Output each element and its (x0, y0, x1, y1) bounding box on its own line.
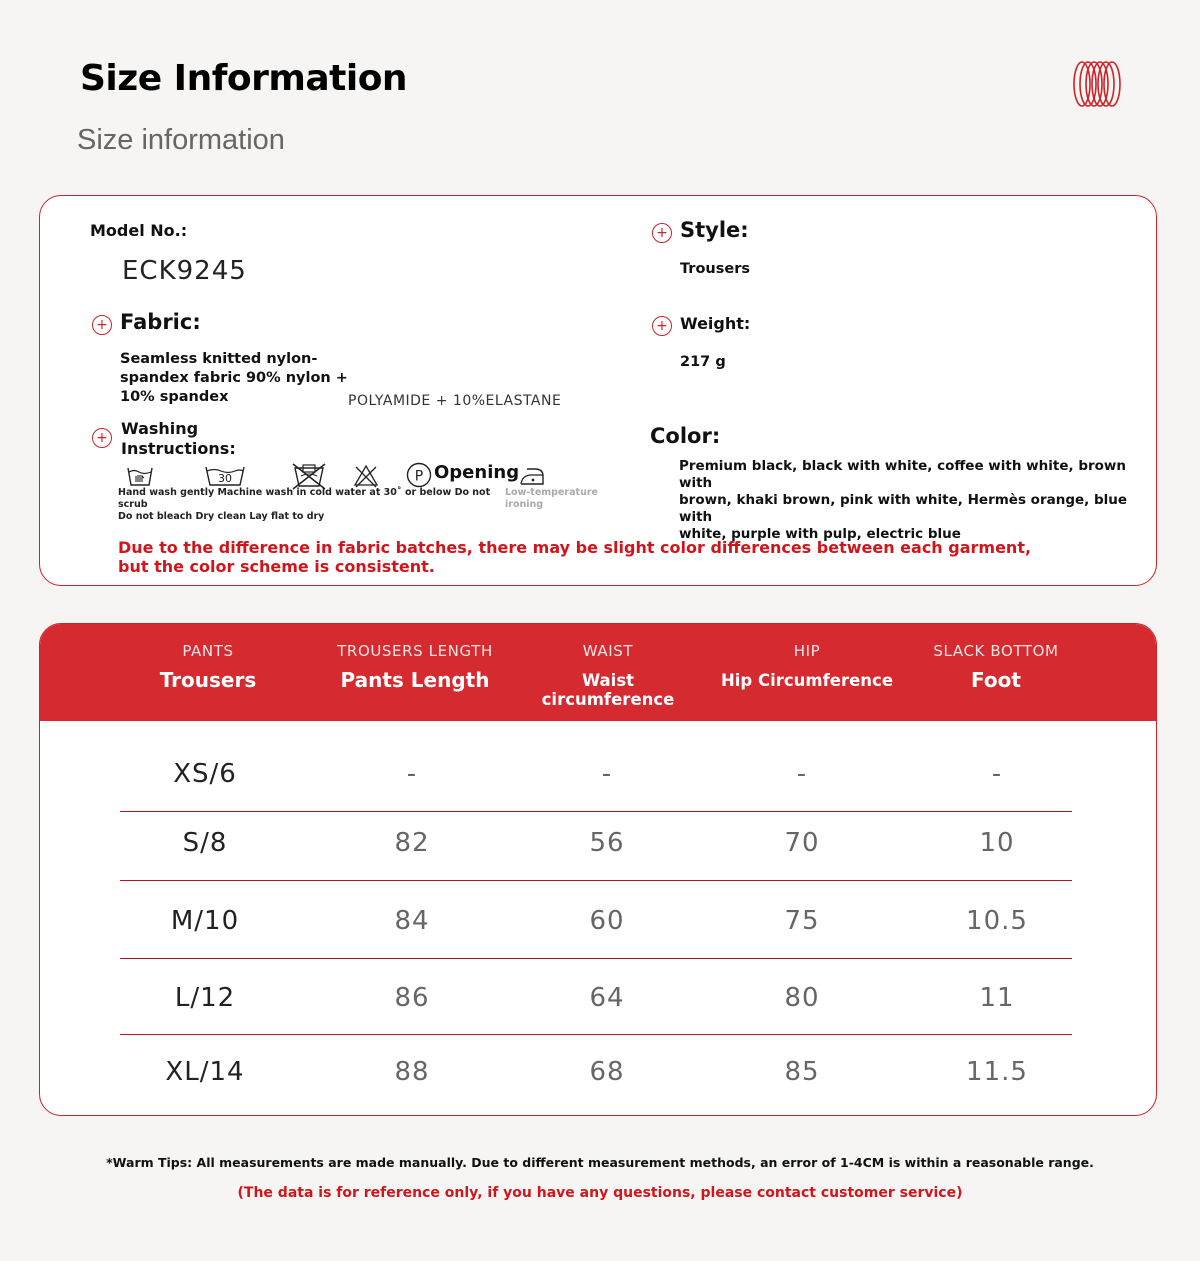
hip-cell: 75 (784, 905, 820, 936)
size-cell: XL/14 (165, 1057, 245, 1087)
length-cell: - (406, 759, 418, 789)
size-table (39, 623, 1157, 1116)
plus-icon: + (92, 315, 112, 335)
length-cell: 84 (394, 905, 430, 936)
table-row (120, 736, 1072, 812)
foot-cell: 11.5 (966, 1057, 1028, 1087)
red-coil-logo-icon (1070, 58, 1122, 110)
washing-label: Washing Instructions: (121, 419, 236, 458)
foot-cell: 10.5 (966, 905, 1028, 936)
hip-cell: 70 (784, 828, 820, 858)
plus-icon: + (652, 316, 672, 336)
reference-disclaimer: (The data is for reference only, if you have any questions, please contact customer service) (237, 1185, 963, 1201)
waist-cell: - (601, 759, 613, 789)
product-info-card (39, 195, 1157, 586)
p-symbol: P (414, 468, 424, 485)
weight-value: 217 g (680, 354, 726, 370)
color-value: Premium black, black with white, coffee with white, brown with brown, khaki brown, pink with white, Hermès orange, blue with white, purple with pulp, electric blue (679, 458, 1128, 542)
color-label: Color: (650, 424, 721, 448)
length-cell: 82 (394, 828, 430, 858)
row-divider (120, 958, 1072, 959)
opening-label: Opening (434, 462, 520, 483)
page-subtitle: Size information (77, 124, 285, 156)
foot-cell: - (991, 759, 1003, 789)
machine-wash-30-icon (204, 464, 246, 488)
column-header-foot: SLACK BOTTOM Foot (933, 642, 1059, 692)
page-title: Size Information (80, 58, 408, 99)
column-header-hip: HIP Hip Circumference (720, 642, 894, 690)
model-label: Model No.: (90, 221, 188, 240)
foot-cell: 10 (979, 828, 1015, 858)
fabric-value: Seamless knitted nylon- spandex fabric 90% nylon + 10% spandex (120, 351, 348, 405)
size-cell: M/10 (170, 905, 240, 936)
waist-cell: 68 (589, 1057, 625, 1087)
hip-cell: - (796, 759, 808, 789)
no-dry-clean-icon (291, 462, 327, 490)
table-header (40, 624, 1156, 721)
weight-label: Weight: (680, 314, 751, 333)
color-difference-notice: Due to the difference in fabric batches, there may be slight color differences between each garment, but the color scheme is consistent. (118, 538, 1032, 576)
length-cell: 88 (394, 1057, 430, 1087)
table-row (120, 960, 1072, 1035)
column-header-waist: WAIST Waist circumference (541, 642, 675, 709)
size-cell: L/12 (174, 982, 236, 1013)
hip-cell: 80 (784, 982, 820, 1013)
length-cell: 86 (394, 982, 430, 1013)
style-label: Style: (680, 218, 749, 242)
warm-tip: *Warm Tips: All measurements are made manually. Due to different measurement methods, an error of 1-4CM is within a reasonable range. (106, 1155, 1094, 1170)
style-value: Trousers (680, 261, 750, 277)
waist-cell: 60 (589, 905, 625, 936)
plus-icon: + (652, 223, 672, 243)
waist-cell: 64 (589, 982, 625, 1013)
foot-cell: 11 (979, 982, 1015, 1013)
size-cell: XS/6 (173, 759, 237, 789)
column-header-pants: PANTS Trousers (159, 642, 257, 692)
fabric-label: Fabric: (120, 310, 201, 334)
table-row (120, 1034, 1072, 1110)
model-value: ECK9245 (122, 256, 247, 286)
washing-instructions-text: Hand wash gently Machine wash in cold water at 30˚ or below Do not scrub Do not bleach Dry clean Lay flat to dry (118, 487, 491, 522)
table-row (120, 805, 1072, 881)
low-temperature-iron-icon (518, 464, 546, 488)
waist-cell: 56 (589, 828, 625, 858)
professional-clean-p-icon (406, 462, 432, 488)
row-divider (120, 880, 1072, 881)
plus-icon: + (92, 428, 112, 448)
no-bleach-icon (353, 464, 379, 488)
column-header-length: TROUSERS LENGTH Pants Length (337, 642, 493, 692)
wash-temperature: 30 (218, 472, 232, 485)
hip-cell: 85 (784, 1057, 820, 1087)
table-row (120, 882, 1072, 959)
size-cell: S/8 (182, 828, 228, 858)
fabric-composition: POLYAMIDE + 10%ELASTANE (348, 393, 562, 409)
hand-wash-icon (126, 464, 154, 488)
ironing-text: Low-temperature ironing (505, 487, 598, 510)
